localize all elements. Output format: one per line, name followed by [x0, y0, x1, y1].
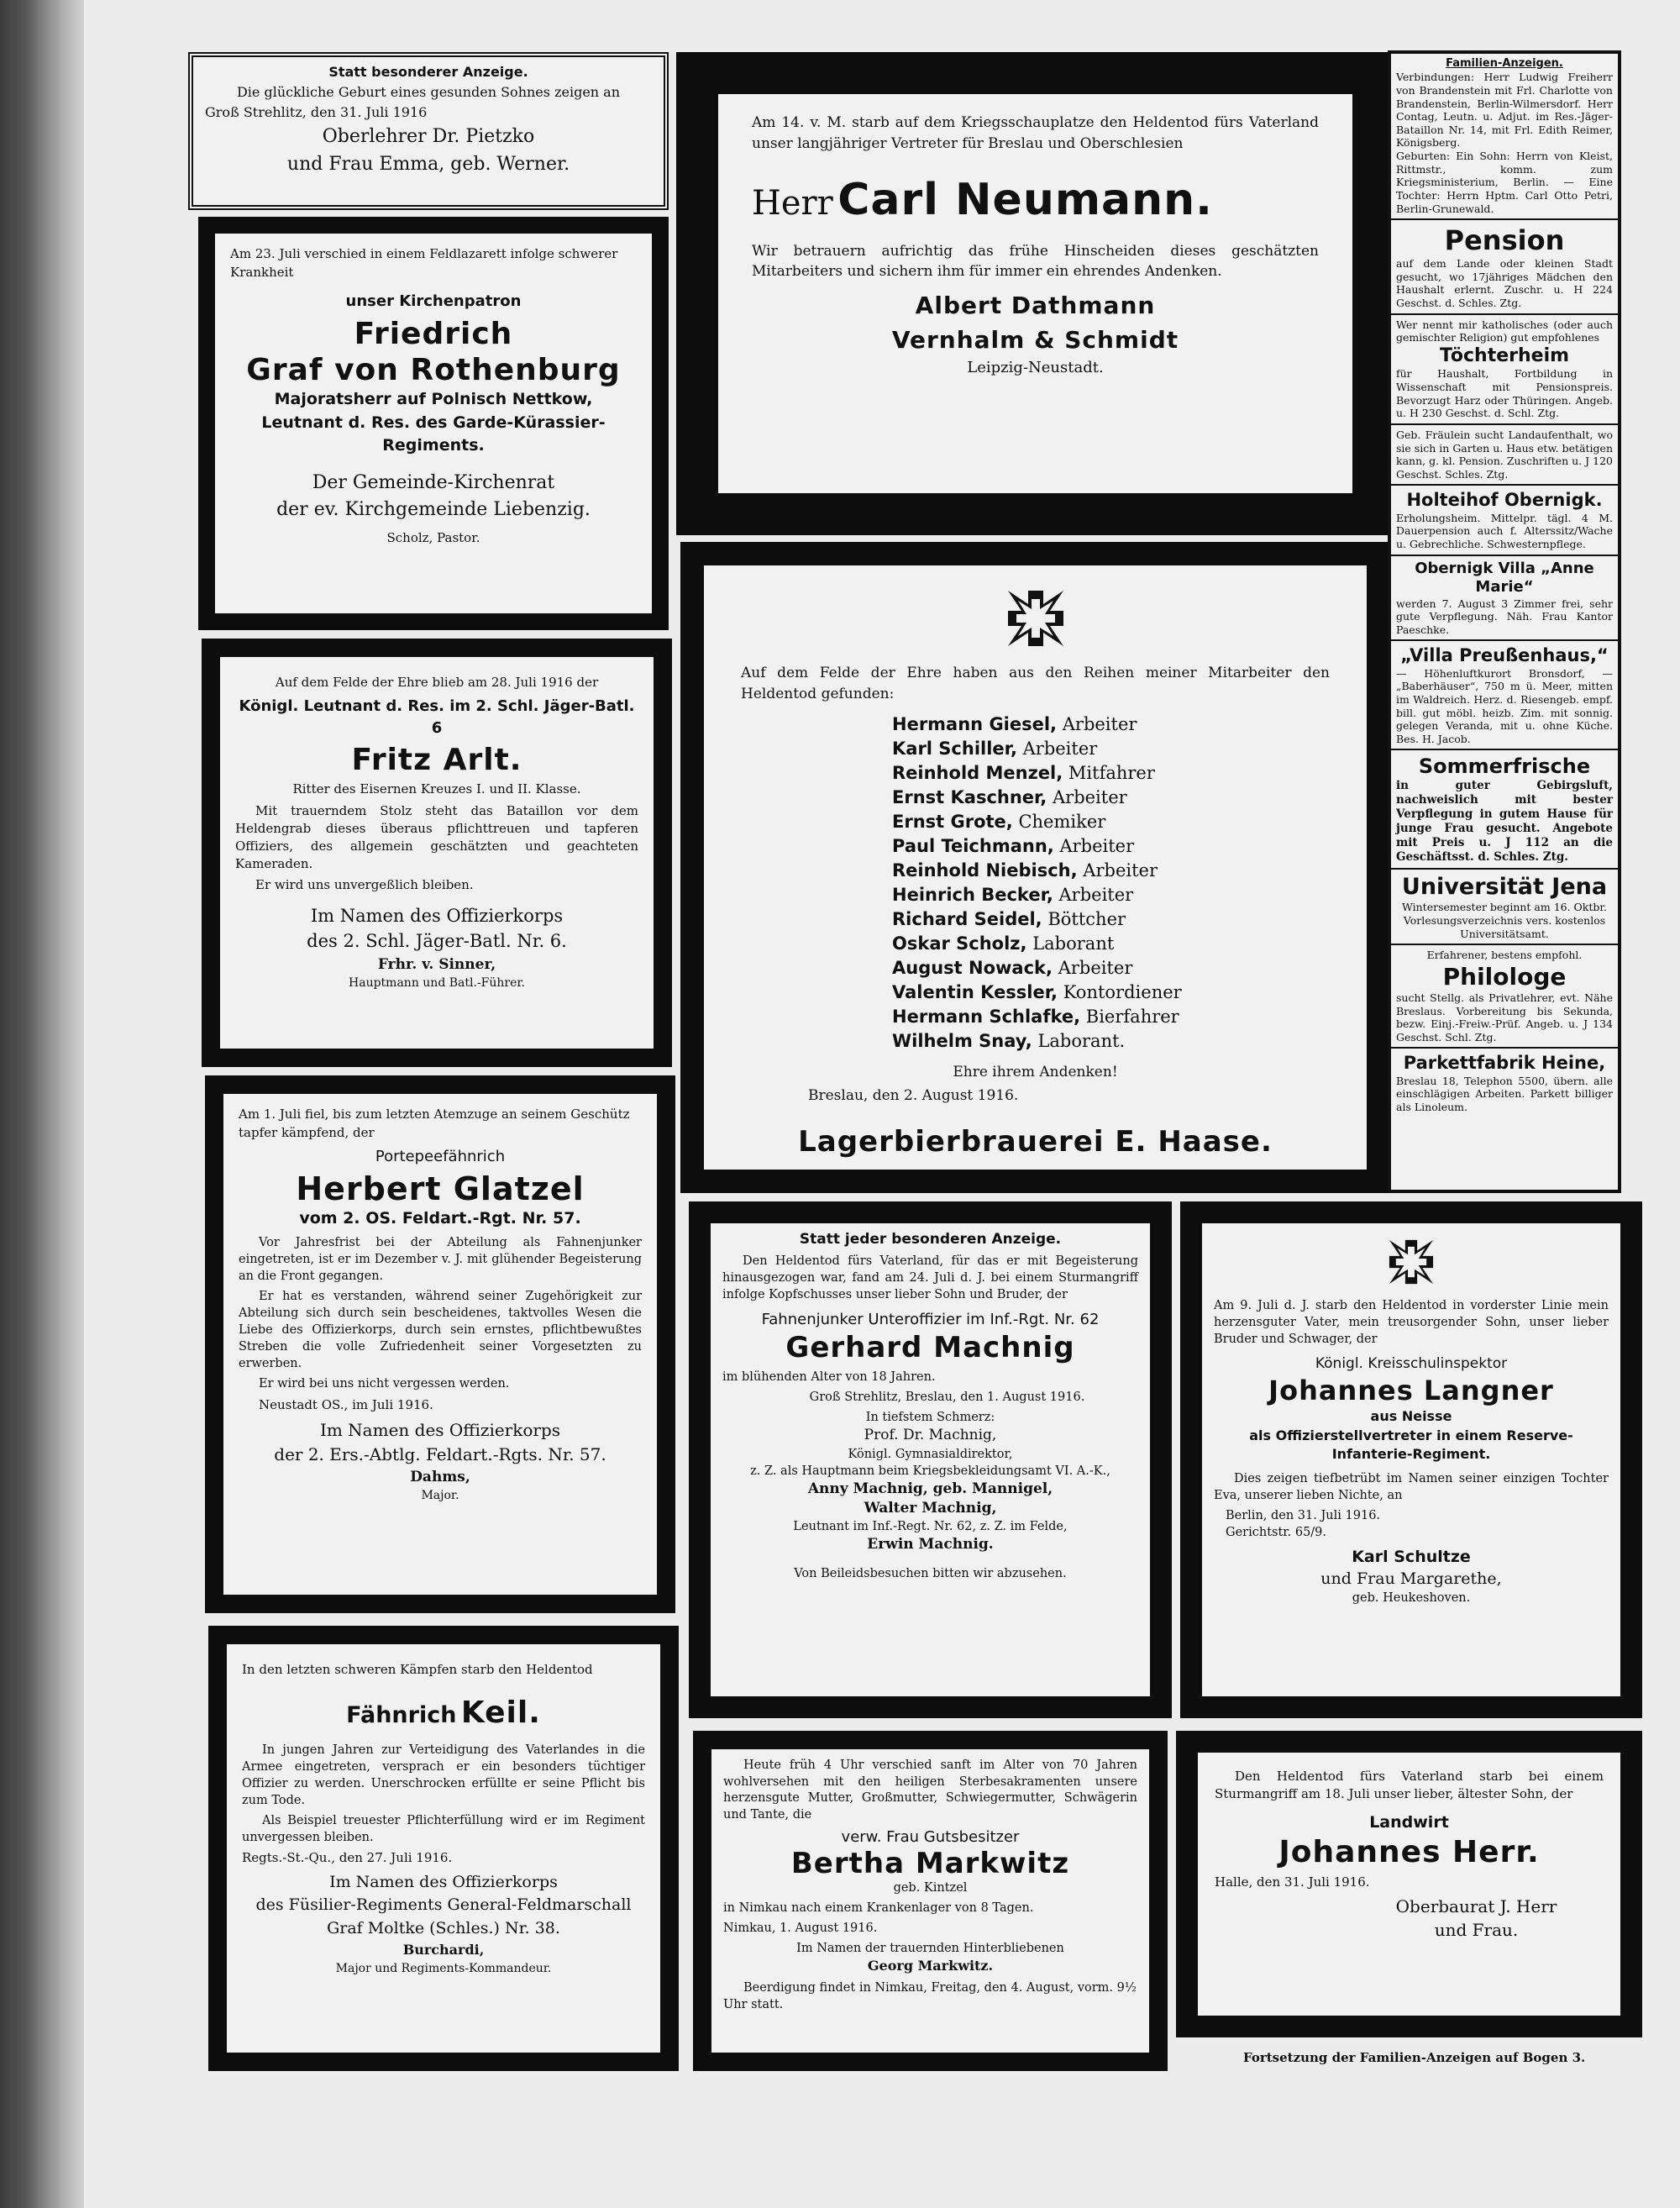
keil-place: Regts.-St.-Qu., den 27. Juli 1916. — [242, 1849, 453, 1865]
langner-place1: Berlin, den 31. Juli 1916. — [1226, 1508, 1381, 1522]
haase-person-role: Böttcher — [1047, 909, 1126, 930]
villa-preussenhaus-text: — Höhenluftkurort Bronsdorf, — „Baberhäuser“, 750 m ü. Meer, mitten im Waldreich. Herz. d. Riesengeb. empf. bill. gut möbl. heizb. Zim. mit sonnig. gelegen Veranda, mit u. ohne Küche. Bes. H. Jacob. — [1396, 666, 1613, 745]
langner-rank: Königl. Kreisschulinspektor — [1315, 1355, 1508, 1372]
keil-sig1: Im Namen des Offizierkorps — [329, 1872, 558, 1891]
markwitz-born: geb. Kintzel — [893, 1881, 968, 1895]
arlt-name: Fritz Arlt. — [351, 742, 522, 777]
langner-place2: Gerichtstr. 65/9. — [1226, 1525, 1327, 1539]
pietzko-line1: Die glückliche Geburt eines gesunden Sohnes zeigen an — [236, 84, 621, 100]
keil-sig3: Graf Moltke (Schles.) Nr. 38. — [327, 1918, 560, 1937]
haase-person-role: Chemiker — [1018, 812, 1106, 833]
haase-name-row — [892, 786, 1347, 810]
haase-person-role: Mitfahrer — [1068, 763, 1155, 784]
langner-from: aus Neisse — [1370, 1408, 1452, 1425]
glatzel-unit: vom 2. OS. Feldart.-Rgt. Nr. 57. — [299, 1209, 581, 1228]
haase-name-row — [892, 980, 1347, 1005]
sommerfrische-text: in guter Gebirgsluft, nachweislich mit bester Verpflegung in gutem Hause für junge Frau gesucht. Angebote mit Preis u. J 112 an die Geschäftsst. d. Schles. Ztg. — [1396, 779, 1613, 864]
glatzel-sig1: Im Namen des Offizierkorps — [319, 1419, 561, 1440]
philologe-title: Philologe — [1442, 962, 1567, 991]
notice-pietzko — [188, 52, 669, 210]
arlt-text: Mit trauerndem Stolz steht das Bataillon vor dem Heldengrab dieses überaus pflichttreuen und tapferen Offiziers, des allgemein geschätzten und geachteten Kameraden. — [235, 803, 638, 872]
haase-name-row — [892, 932, 1347, 956]
machnig-s7: Erwin Machnig. — [867, 1536, 994, 1553]
rothenburg-name2: Graf von Rothenburg — [246, 352, 621, 387]
haase-person-role: Laborant. — [1037, 1030, 1126, 1051]
glatzel-sig2: der 2. Ers.-Abtlg. Feldart.-Rgts. Nr. 57. — [274, 1443, 606, 1464]
markwitz-sig2: Georg Markwitz. — [867, 1958, 994, 1974]
markwitz-pre: verw. Frau Gutsbesitzer — [841, 1827, 1020, 1846]
keil-intro: In den letzten schweren Kämpfen starb den Heldentod — [242, 1662, 593, 1677]
keil-sig4: Burchardi, — [402, 1942, 485, 1958]
glatzel-rank: Portepeefähnrich — [375, 1147, 506, 1165]
neumann-sig2: Vernhalm & Schmidt — [891, 325, 1179, 354]
machnig-name: Gerhard Machnig — [785, 1331, 1075, 1365]
pietzko-heading: Statt besonderer Anzeige. — [328, 64, 528, 80]
machnig-s2: Königl. Gymnasialdirektor, — [848, 1447, 1013, 1461]
pietzko-sig1: Oberlehrer Dr. Pietzko — [322, 126, 535, 147]
notice-glatzel — [205, 1075, 675, 1613]
markwitz-text2: in Nimkau nach einem Krankenlager von 8 Tagen. — [723, 1901, 1034, 1916]
neumann-text: Am 14. v. M. starb auf dem Kriegsschauplatze den Heldentod fürs Vaterland unser langjähriger Vertreter für Breslau und Oberschlesien — [752, 114, 1319, 152]
holteihof-title: Holteihof Obernigk. — [1406, 490, 1603, 511]
machnig-grief: In tiefstem Schmerz: — [865, 1411, 995, 1425]
machnig-age: im blühenden Alter von 18 Jahren. — [722, 1370, 936, 1385]
iron-cross-icon — [1383, 1233, 1440, 1291]
haase-person-name: Oskar Scholz, — [892, 933, 1027, 954]
haase-person-role: Arbeiter — [1022, 739, 1098, 760]
arlt-rank: Königl. Leutnant d. Res. im 2. Schl. Jäger-Batl. 6 — [239, 697, 635, 737]
markwitz-burial: Beerdigung findet in Nimkau, Freitag, den 4. August, vorm. 9½ Uhr statt. — [723, 1981, 1137, 2011]
pension-title: Pension — [1444, 224, 1565, 257]
haase-place: Breslau, den 2. August 1916. — [808, 1087, 1019, 1105]
notice-machnig — [689, 1201, 1172, 1718]
classifieds-heading: Familien-Anzeigen. — [1446, 57, 1563, 70]
arlt-intro: Auf dem Felde der Ehre blieb am 28. Juli 1916 der — [275, 675, 599, 690]
markwitz-sig1: Im Namen der trauernden Hinterbliebenen — [796, 1941, 1064, 1955]
haase-person-role: Laborant — [1032, 933, 1115, 954]
iron-cross-icon — [1000, 582, 1072, 655]
haase-sig: Lagerbierbrauerei E. Haase. — [798, 1125, 1273, 1159]
neumann-text2: Wir betrauern aufrichtig das frühe Hinscheiden dieses geschätzten Mitarbeiters und sichern ihm für immer ein ehrendes Andenken. — [752, 242, 1319, 281]
machnig-heading: Statt jeder besonderen Anzeige. — [799, 1231, 1062, 1248]
langner-sig2: und Frau Margarethe, — [1320, 1569, 1502, 1588]
haase-name-list — [892, 712, 1347, 1054]
rothenburg-sig2: der ev. Kirchgemeinde Liebenzig. — [276, 498, 591, 520]
haase-person-role: Arbeiter — [1058, 957, 1133, 978]
wer-text: Wer nennt mir katholisches (oder auch gemischter Religion) gut empfohlenes — [1396, 318, 1613, 344]
herr-rank: Landwirt — [1369, 1813, 1449, 1832]
haase-honor: Ehre ihrem Andenken! — [953, 1063, 1118, 1080]
haase-person-name: Heinrich Becker, — [892, 885, 1053, 906]
keil-sig2: des Füsilier-Regiments General-Feldmarschall — [255, 1895, 632, 1915]
haase-person-role: Bierfahrer — [1085, 1006, 1179, 1027]
rothenburg-sig3: Scholz, Pastor. — [386, 530, 480, 546]
rothenburg-intro: Am 23. Juli verschied in einem Feldlazarett infolge schwerer Krankheit — [230, 246, 618, 280]
markwitz-text: Heute früh 4 Uhr verschied sanft im Alter von 70 Jahren wohlversehen mit den heiligen Sterbesakramenten unsere herzensgute Mutter, Großmutter, Schwiegermutter, Schwägerin und Tante, die — [723, 1759, 1137, 1822]
langner-sig1: Karl Schultze — [1352, 1547, 1471, 1566]
haase-person-name: Richard Seidel, — [892, 909, 1042, 930]
haase-person-name: Hermann Giesel, — [892, 714, 1058, 735]
machnig-s4: Anny Machnig, geb. Mannigel, — [807, 1480, 1053, 1497]
classifieds-births: Geburten: Ein Sohn: Herrn von Kleist, Rittmstr., komm. zum Kriegsministerium, Berlin. — Eine Tochter: Herrn Hptm. Carl Otto Petri, Berlin-Grunewald. — [1396, 150, 1613, 215]
machnig-note: Von Beileidsbesuchen bitten wir abzusehen. — [794, 1566, 1067, 1580]
glatzel-name: Herbert Glatzel — [296, 1170, 585, 1207]
notice-markwitz — [693, 1731, 1168, 2071]
neumann-pre: Herr — [752, 184, 833, 223]
keil-text1: In jungen Jahren zur Verteidigung des Vaterlandes in die Armee eingetreten, versprach er ein besonders tüchtiger Offizier zu werden. Unerschrocken erfüllte er seine Pflicht bis zum Tode. — [242, 1743, 645, 1807]
pietzko-sig2: und Frau Emma, geb. Werner. — [286, 154, 570, 175]
haase-person-name: August Nowack, — [892, 957, 1053, 978]
keil-pre: Fähnrich — [346, 1701, 457, 1728]
villa-annemarie-text: werden 7. August 3 Zimmer frei, sehr gute Verpflegung. Näh. Frau Kantor Paeschke. — [1396, 597, 1613, 636]
haase-name-row — [892, 907, 1347, 932]
haase-name-row — [892, 712, 1347, 737]
haase-name-row — [892, 859, 1347, 883]
machnig-s5: Walter Machnig, — [864, 1499, 997, 1517]
keil-name: Keil. — [460, 1695, 541, 1730]
jena-text: Wintersemester beginnt am 16. Oktbr. Vorlesungsverzeichnis vers. kostenlos Universitätsamt. — [1402, 901, 1607, 940]
page-footer-note: Fortsetzung der Familien-Anzeigen auf Bogen 3. — [1243, 2050, 1586, 2065]
glatzel-intro: Am 1. Juli fiel, bis zum letzten Atemzuge an seinem Geschütz tapfer kämpfend, der — [239, 1107, 630, 1140]
haase-person-role: Arbeiter — [1052, 787, 1127, 808]
toechterheim-text: für Haushalt, Fortbildung in Wissenschaft mit Pensionspreis. Bevorzugt Harz oder Thüringen. Angeb. u. H 230 Geschst. d. Schl. Ztg. — [1396, 367, 1613, 420]
notice-haase — [680, 542, 1390, 1193]
notice-herr — [1176, 1731, 1642, 2037]
fraeulein-text: Geb. Fräulein sucht Landaufenthalt, wo sie sich in Garten u. Haus etw. betätigen kann, g. kl. Pension. Zuschriften u. J 120 Geschst. Schles. Ztg. — [1396, 428, 1613, 481]
parkett-text: Breslau 18, Telephon 5500, übern. alle einschlägigen Arbeiten. Parkett billiger als Linoleum. — [1396, 1074, 1613, 1113]
arlt-sig2: des 2. Schl. Jäger-Batl. Nr. 6. — [307, 931, 567, 952]
haase-name-row — [892, 883, 1347, 907]
haase-intro: Auf dem Felde der Ehre haben aus den Reihen meiner Mitarbeiter den Heldentod gefunden: — [741, 665, 1330, 702]
neumann-sig1: Albert Dathmann — [915, 291, 1156, 319]
herr-text: Den Heldentod fürs Vaterland starb bei einem Sturmangriff am 18. Juli unser lieber, ältester Sohn, der — [1215, 1769, 1604, 1801]
markwitz-name: Bertha Markwitz — [790, 1847, 1070, 1881]
rothenburg-pre: unser Kirchenpatron — [345, 292, 522, 310]
machnig-s1: Prof. Dr. Machnig, — [864, 1427, 997, 1444]
haase-person-role: Arbeiter — [1058, 885, 1134, 906]
langner-text: Dies zeigen tiefbetrübt im Namen seiner einzigen Tochter Eva, unserer lieben Nichte, an — [1214, 1471, 1609, 1502]
glatzel-sig4: Major. — [421, 1489, 459, 1503]
arlt-sig3: Frhr. v. Sinner, — [377, 955, 496, 973]
jena-title: Universität Jena — [1401, 873, 1608, 900]
notice-neumann — [676, 52, 1394, 535]
machnig-s3: z. Z. als Hauptmann beim Kriegsbekleidungsamt VI. A.-K., — [750, 1464, 1110, 1478]
toechterheim-title: Töchterheim — [1439, 344, 1570, 366]
glatzel-text2: Er hat es verstanden, während seiner Zugehörigkeit zur Abteilung sich durch sein bescheidenes, taktvolles Wesen die Liebe des Offizierkorps, durch sein ernstes, pflichtbewußtes Streben die volle Zufriedenheit seiner Vorgesetzten zu erwerben. — [239, 1289, 642, 1370]
haase-person-name: Karl Schiller, — [892, 739, 1017, 760]
parkett-title: Parkettfabrik Heine, — [1403, 1053, 1606, 1074]
glatzel-place: Neustadt OS., im Juli 1916. — [259, 1396, 433, 1412]
haase-person-role: Arbeiter — [1059, 836, 1135, 857]
sommerfrische-title: Sommerfrische — [1418, 754, 1591, 779]
pension-text: auf dem Lande oder kleinen Stadt gesucht, wo 17jähriges Mädchen den Haushalt erlernt. Zuschr. u. H 224 Geschst. d. Schles. Ztg. — [1396, 257, 1613, 309]
haase-name-row — [892, 737, 1347, 761]
machnig-rank: Fahnenjunker Unteroffizier im Inf.-Rgt. Nr. 62 — [761, 1311, 1100, 1329]
langner-intro: Am 9. Juli d. J. starb den Heldentod in vorderster Linie mein herzensguter Vater, mein treusorgender Sohn, unser lieber Bruder und Schwager, der — [1214, 1299, 1609, 1346]
holteihof-text: Erholungsheim. Mittelpr. tägl. 4 M. Dauerpension auch f. Alterssitz/Wache u. Gebrechliche. Schwesternpflege. — [1396, 511, 1613, 550]
classifieds-betrothal: Verbindungen: Herr Ludwig Freiherr von Brandenstein mit Frl. Charlotte von Brandenstein, Berlin-Wilmersdorf. Herr Contag, Leutn. u. Adjut. im Res.-Jäger-Bataillon Nr. 14, mit Frl. Edith Reimer, Königsberg. — [1396, 71, 1613, 150]
haase-person-name: Ernst Grote, — [892, 812, 1013, 833]
machnig-s6: Leutnant im Inf.-Regt. Nr. 62, z. Z. im Felde, — [793, 1520, 1068, 1534]
keil-text2: Als Beispiel treuester Pflichterfüllung wird er im Regiment unvergessen bleiben. — [242, 1813, 645, 1844]
villa-preussenhaus-title: „Villa Preußenhaus,“ — [1400, 645, 1609, 666]
langner-desc: als Offizierstellvertreter in einem Reserve-Infanterie-Regiment. — [1249, 1427, 1573, 1462]
haase-name-row — [892, 1029, 1347, 1054]
haase-name-row — [892, 761, 1347, 786]
pietzko-line2: Groß Strehlitz, den 31. Juli 1916 — [205, 104, 428, 120]
arlt-sig1: Im Namen des Offizierkorps — [310, 905, 564, 926]
haase-name-row — [892, 834, 1347, 859]
haase-person-role: Arbeiter — [1062, 714, 1137, 735]
glatzel-text3: Er wird bei uns nicht vergessen werden. — [259, 1376, 510, 1391]
haase-person-name: Wilhelm Snay, — [892, 1030, 1032, 1051]
haase-name-row — [892, 810, 1347, 834]
herr-place: Halle, den 31. Juli 1916. — [1215, 1874, 1370, 1890]
haase-person-name: Hermann Schlafke, — [892, 1006, 1081, 1027]
rothenburg-desc1: Majoratsherr auf Polnisch Nettkow, — [274, 389, 593, 408]
rothenburg-name1: Friedrich — [354, 316, 513, 351]
villa-annemarie-title: Obernigk Villa „Anne Marie“ — [1415, 559, 1594, 596]
classifieds-column — [1388, 50, 1621, 1193]
philologe-text: sucht Stellg. als Privatlehrer, evt. Nähe Breslaus. Vorbereitung bis Sekunda, bezw. Einj.-Freiw.-Prüf. Angeb. u. J 134 Geschst. Schl. Ztg. — [1396, 991, 1613, 1044]
arlt-sig4: Hauptmann und Batl.-Führer. — [349, 976, 525, 991]
herr-sig2: und Frau. — [1434, 1919, 1519, 1940]
langner-sig3: geb. Heukeshoven. — [1352, 1591, 1471, 1606]
philologe-pre: Erfahrener, bestens empfohl. — [1426, 949, 1583, 962]
haase-name-row — [892, 956, 1347, 980]
notice-keil — [208, 1626, 679, 2071]
machnig-text: Den Heldentod fürs Vaterland, für das er mit Begeisterung hinausgezogen war, fand am 24. Juli d. J. bei einem Sturmangriff infolge Kopfschusses unser lieber Sohn und Bruder, der — [722, 1254, 1138, 1302]
haase-name-row — [892, 1005, 1347, 1029]
haase-person-name: Ernst Kaschner, — [892, 787, 1047, 808]
keil-sig5: Major und Regiments-Kommandeur. — [335, 1961, 552, 1975]
machnig-place: Groß Strehlitz, Breslau, den 1. August 1916. — [809, 1391, 1085, 1405]
haase-person-role: Kontordiener — [1063, 981, 1182, 1002]
haase-person-name: Paul Teichmann, — [892, 836, 1054, 857]
rothenburg-desc2: Leutnant d. Res. des Garde-Kürassier-Regiments. — [261, 413, 606, 455]
notice-langner — [1180, 1201, 1642, 1718]
neumann-name: Carl Neumann. — [837, 175, 1213, 226]
markwitz-place: Nimkau, 1. August 1916. — [723, 1921, 878, 1935]
notice-rothenburg — [198, 217, 669, 630]
arlt-text2: Er wird uns unvergeßlich bleiben. — [255, 877, 474, 893]
haase-person-role: Arbeiter — [1083, 860, 1158, 881]
arlt-desc: Ritter des Eisernen Kreuzes I. und II. Klasse. — [292, 781, 581, 797]
haase-person-name: Reinhold Niebisch, — [892, 860, 1078, 881]
langner-name: Johannes Langner — [1268, 1375, 1554, 1407]
glatzel-sig3: Dahms, — [410, 1468, 470, 1485]
notice-arlt — [202, 639, 672, 1067]
herr-name: Johannes Herr. — [1278, 1834, 1540, 1869]
haase-person-name: Reinhold Menzel, — [892, 763, 1063, 784]
rothenburg-sig1: Der Gemeinde-Kirchenrat — [312, 471, 555, 493]
haase-person-name: Valentin Kessler, — [892, 981, 1058, 1002]
neumann-sig3: Leipzig-Neustadt. — [967, 359, 1104, 377]
glatzel-text1: Vor Jahresfrist bei der Abteilung als Fahnenjunker eingetreten, ist er im Dezember v. J. mit glühender Begeisterung an die Front gegangen. — [239, 1235, 642, 1283]
herr-sig1: Oberbaurat J. Herr — [1395, 1895, 1557, 1916]
